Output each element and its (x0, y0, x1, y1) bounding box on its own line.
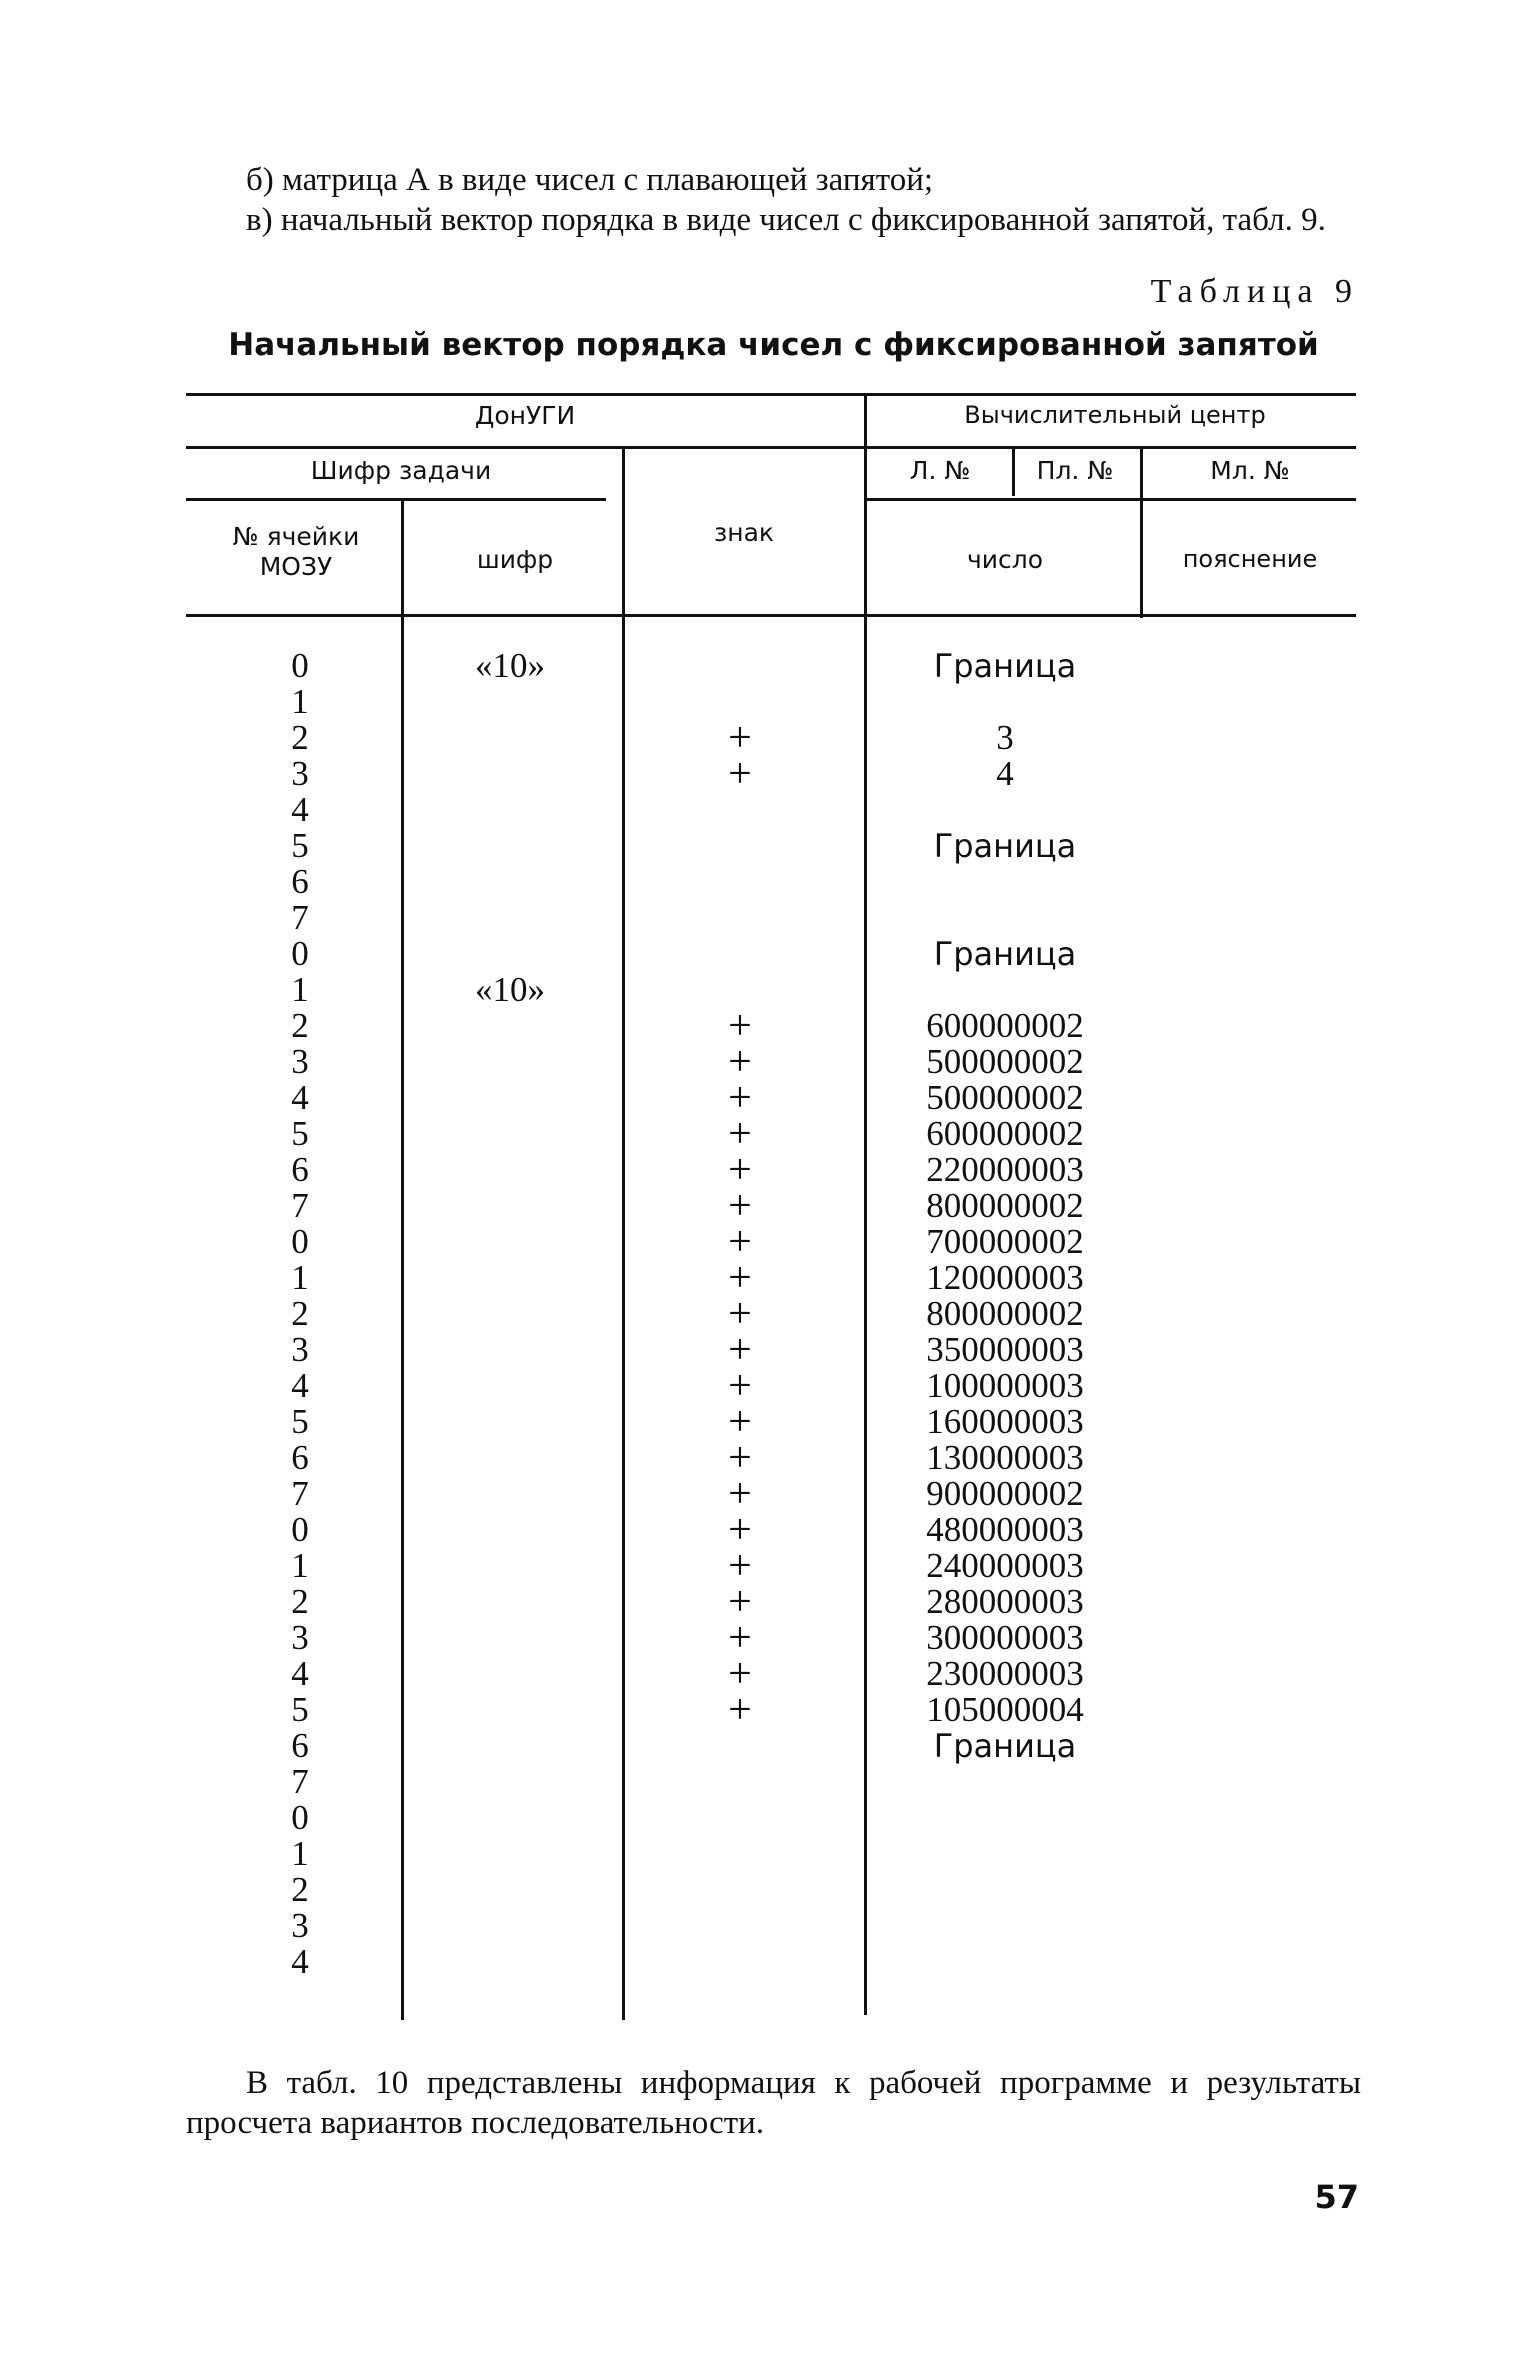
sign-value: + (728, 1543, 752, 1589)
cell-number: 6 (291, 1726, 309, 1765)
sign-value (680, 900, 800, 936)
number-value: 600000002 (926, 1114, 1084, 1153)
cipher-value (410, 1080, 610, 1116)
number-value: 120000003 (926, 1258, 1084, 1297)
number-value: 280000003 (926, 1582, 1084, 1621)
number-value: 800000002 (926, 1294, 1084, 1333)
sign-value: + (728, 1507, 752, 1553)
cipher-value (410, 1368, 610, 1404)
cipher-value (410, 1764, 610, 1800)
cipher-value (410, 936, 610, 972)
cell-number: 2 (291, 718, 309, 757)
number-value: 220000003 (926, 1150, 1084, 1189)
number-value (880, 900, 1130, 936)
sign-value: + (728, 715, 752, 761)
cell-number: 0 (291, 1510, 309, 1549)
cipher-value (410, 1728, 610, 1764)
page-number: 57 (1314, 2178, 1359, 2216)
divider-sign (622, 448, 625, 2020)
cell-number: 0 (291, 646, 309, 685)
intro-paragraph (186, 160, 1361, 240)
cipher-value (410, 1296, 610, 1332)
cipher-value (410, 1476, 610, 1512)
sign-value: + (728, 1471, 752, 1517)
cipher-value (410, 756, 610, 792)
header-rule-2-right (865, 498, 1356, 501)
cell-number: 5 (291, 1402, 309, 1441)
sign-value: + (728, 1579, 752, 1625)
sign-value: + (728, 1111, 752, 1157)
number-value: Граница (933, 935, 1077, 973)
header-cell-no-line1: № ячейки (232, 522, 360, 551)
header-l-no: Л. № (909, 456, 971, 485)
cipher-value (410, 1800, 610, 1836)
sign-value (680, 1944, 800, 1980)
cell-number: 2 (291, 1582, 309, 1621)
cipher-value (410, 1260, 610, 1296)
sign-value (680, 792, 800, 828)
sign-value: + (728, 1363, 752, 1409)
number-value: 3 (996, 718, 1014, 757)
cipher-value (410, 792, 610, 828)
cipher-value (410, 1944, 610, 1980)
divider-center (864, 395, 867, 2015)
header-rule-2-left (186, 498, 606, 501)
cipher-value (410, 1692, 610, 1728)
cell-number: 4 (291, 1366, 309, 1405)
number-value: 130000003 (926, 1438, 1084, 1477)
number-value (880, 1944, 1130, 1980)
divider-pl-ml (1140, 448, 1143, 618)
sign-value: + (728, 1327, 752, 1373)
sign-value: + (728, 1291, 752, 1337)
number-value (880, 972, 1130, 1008)
header-task-cipher: Шифр задачи (310, 456, 492, 485)
cipher-value (410, 1188, 610, 1224)
header-number: число (966, 545, 1044, 574)
number-value (880, 1908, 1130, 1944)
number-value (880, 684, 1130, 720)
number-value (880, 1836, 1130, 1872)
header-ml-no: Мл. № (1210, 456, 1290, 485)
number-value (880, 864, 1130, 900)
cipher-value (410, 1872, 610, 1908)
header-bottom-rule (186, 614, 1356, 617)
number-value: 105000004 (926, 1690, 1084, 1729)
number-value: 700000002 (926, 1222, 1084, 1261)
cell-number: 1 (291, 1546, 309, 1585)
cell-number: 1 (291, 682, 309, 721)
number-value: 800000002 (926, 1186, 1084, 1225)
cell-number: 5 (291, 826, 309, 865)
cell-number: 2 (291, 1294, 309, 1333)
cell-number: 4 (291, 1078, 309, 1117)
sign-value (680, 648, 800, 684)
table-title: Начальный вектор порядка чисел с фиксированной запятой (228, 327, 1319, 363)
cell-number: 2 (291, 1870, 309, 1909)
cell-number: 4 (291, 1654, 309, 1693)
cipher-value (410, 1404, 610, 1440)
cipher-value (410, 828, 610, 864)
cell-number: 1 (291, 1258, 309, 1297)
number-value: 600000002 (926, 1006, 1084, 1045)
cipher-value (410, 1332, 610, 1368)
number-value (880, 1800, 1130, 1836)
sign-value: + (728, 1651, 752, 1697)
sign-value: + (728, 1003, 752, 1049)
number-value (880, 1764, 1130, 1800)
cipher-value (410, 684, 610, 720)
number-value: Граница (933, 1727, 1077, 1765)
divider-cipher (401, 500, 404, 2020)
number-value (880, 792, 1130, 828)
number-value: 900000002 (926, 1474, 1084, 1513)
sign-value: + (728, 1435, 752, 1481)
number-value: Граница (933, 827, 1077, 865)
sign-value: + (728, 1147, 752, 1193)
cipher-value (410, 1224, 610, 1260)
cipher-value (410, 1908, 610, 1944)
outro-text: В табл. 10 представлены информация к рабочей программе и результаты просчета вариантов последовательности. (186, 2065, 1361, 2141)
sign-value (680, 828, 800, 864)
cipher-value (410, 1008, 610, 1044)
cell-number: 7 (291, 898, 309, 937)
header-computing-center: Вычислительный центр (964, 401, 1266, 429)
column-numbers (880, 648, 1130, 1980)
column-cell-numbers (270, 648, 330, 1980)
sign-value: + (728, 1687, 752, 1733)
cell-number: 5 (291, 1114, 309, 1153)
cipher-value: «10» (475, 970, 545, 1009)
sign-value (680, 1728, 800, 1764)
cipher-value (410, 1440, 610, 1476)
intro-line-b: б) матрица А в виде чисел с плавающей запятой; (246, 162, 934, 198)
header-pl-no: Пл. № (1036, 456, 1114, 485)
sign-value: + (728, 751, 752, 797)
cipher-value (410, 720, 610, 756)
cipher-value (410, 1152, 610, 1188)
cipher-value (410, 1116, 610, 1152)
number-value: 160000003 (926, 1402, 1084, 1441)
header-cell-no (196, 522, 396, 582)
cell-number: 3 (291, 1618, 309, 1657)
number-value (880, 1872, 1130, 1908)
cipher-value (410, 864, 610, 900)
header-sign: знак (713, 518, 775, 547)
header-cell-no-line2: МОЗУ (259, 552, 333, 581)
cell-number: 3 (291, 1906, 309, 1945)
number-value: Граница (933, 647, 1077, 685)
cell-number: 0 (291, 1222, 309, 1261)
sign-value: + (728, 1219, 752, 1265)
cell-number: 1 (291, 970, 309, 1009)
cell-number: 0 (291, 934, 309, 973)
number-value: 500000002 (926, 1078, 1084, 1117)
cell-number: 7 (291, 1762, 309, 1801)
number-value: 480000003 (926, 1510, 1084, 1549)
sign-value: + (728, 1183, 752, 1229)
number-value: 300000003 (926, 1618, 1084, 1657)
cipher-value (410, 1584, 610, 1620)
sign-value: + (728, 1039, 752, 1085)
cell-number: 6 (291, 1150, 309, 1189)
cipher-value (410, 1044, 610, 1080)
column-ciphers (410, 648, 610, 1980)
cell-number: 5 (291, 1690, 309, 1729)
sign-value (680, 1764, 800, 1800)
cipher-value: «10» (475, 646, 545, 685)
cipher-value (410, 1836, 610, 1872)
sign-value (680, 864, 800, 900)
cipher-value (410, 1512, 610, 1548)
header-rule-1 (186, 446, 1356, 449)
cell-number: 3 (291, 754, 309, 793)
number-value: 230000003 (926, 1654, 1084, 1693)
sign-value (680, 936, 800, 972)
header-explanation: пояснение (1182, 545, 1318, 573)
cipher-value (410, 1620, 610, 1656)
header-cipher: шифр (476, 545, 554, 574)
sign-value (680, 1836, 800, 1872)
cipher-value (410, 1548, 610, 1584)
sign-value (680, 1908, 800, 1944)
cipher-value (410, 900, 610, 936)
cell-number: 2 (291, 1006, 309, 1045)
number-value: 240000003 (926, 1546, 1084, 1585)
cell-number: 3 (291, 1042, 309, 1081)
intro-line-v: в) начальный вектор порядка в виде чисел с фиксированной запятой, табл. 9. (246, 202, 1326, 238)
sign-value: + (728, 1615, 752, 1661)
number-value: 100000003 (926, 1366, 1084, 1405)
column-signs (680, 648, 800, 1980)
sign-value (680, 1800, 800, 1836)
number-value: 4 (996, 754, 1014, 793)
sign-value: + (728, 1399, 752, 1445)
cell-number: 6 (291, 862, 309, 901)
sign-value (680, 1872, 800, 1908)
sign-value: + (728, 1255, 752, 1301)
sign-value: + (728, 1075, 752, 1121)
outro-paragraph (186, 2063, 1361, 2143)
cell-number: 7 (291, 1474, 309, 1513)
number-value: 500000002 (926, 1042, 1084, 1081)
cell-number: 1 (291, 1834, 309, 1873)
cell-number: 6 (291, 1438, 309, 1477)
cell-number: 4 (291, 1942, 309, 1981)
cell-number: 4 (291, 790, 309, 829)
cell-number: 3 (291, 1330, 309, 1369)
table-label: Таблица 9 (1150, 273, 1359, 310)
cell-number: 0 (291, 1798, 309, 1837)
table-top-rule (186, 393, 1356, 396)
cell-number: 7 (291, 1186, 309, 1225)
cipher-value (410, 1656, 610, 1692)
header-donugi: ДонУГИ (474, 401, 576, 430)
number-value: 350000003 (926, 1330, 1084, 1369)
